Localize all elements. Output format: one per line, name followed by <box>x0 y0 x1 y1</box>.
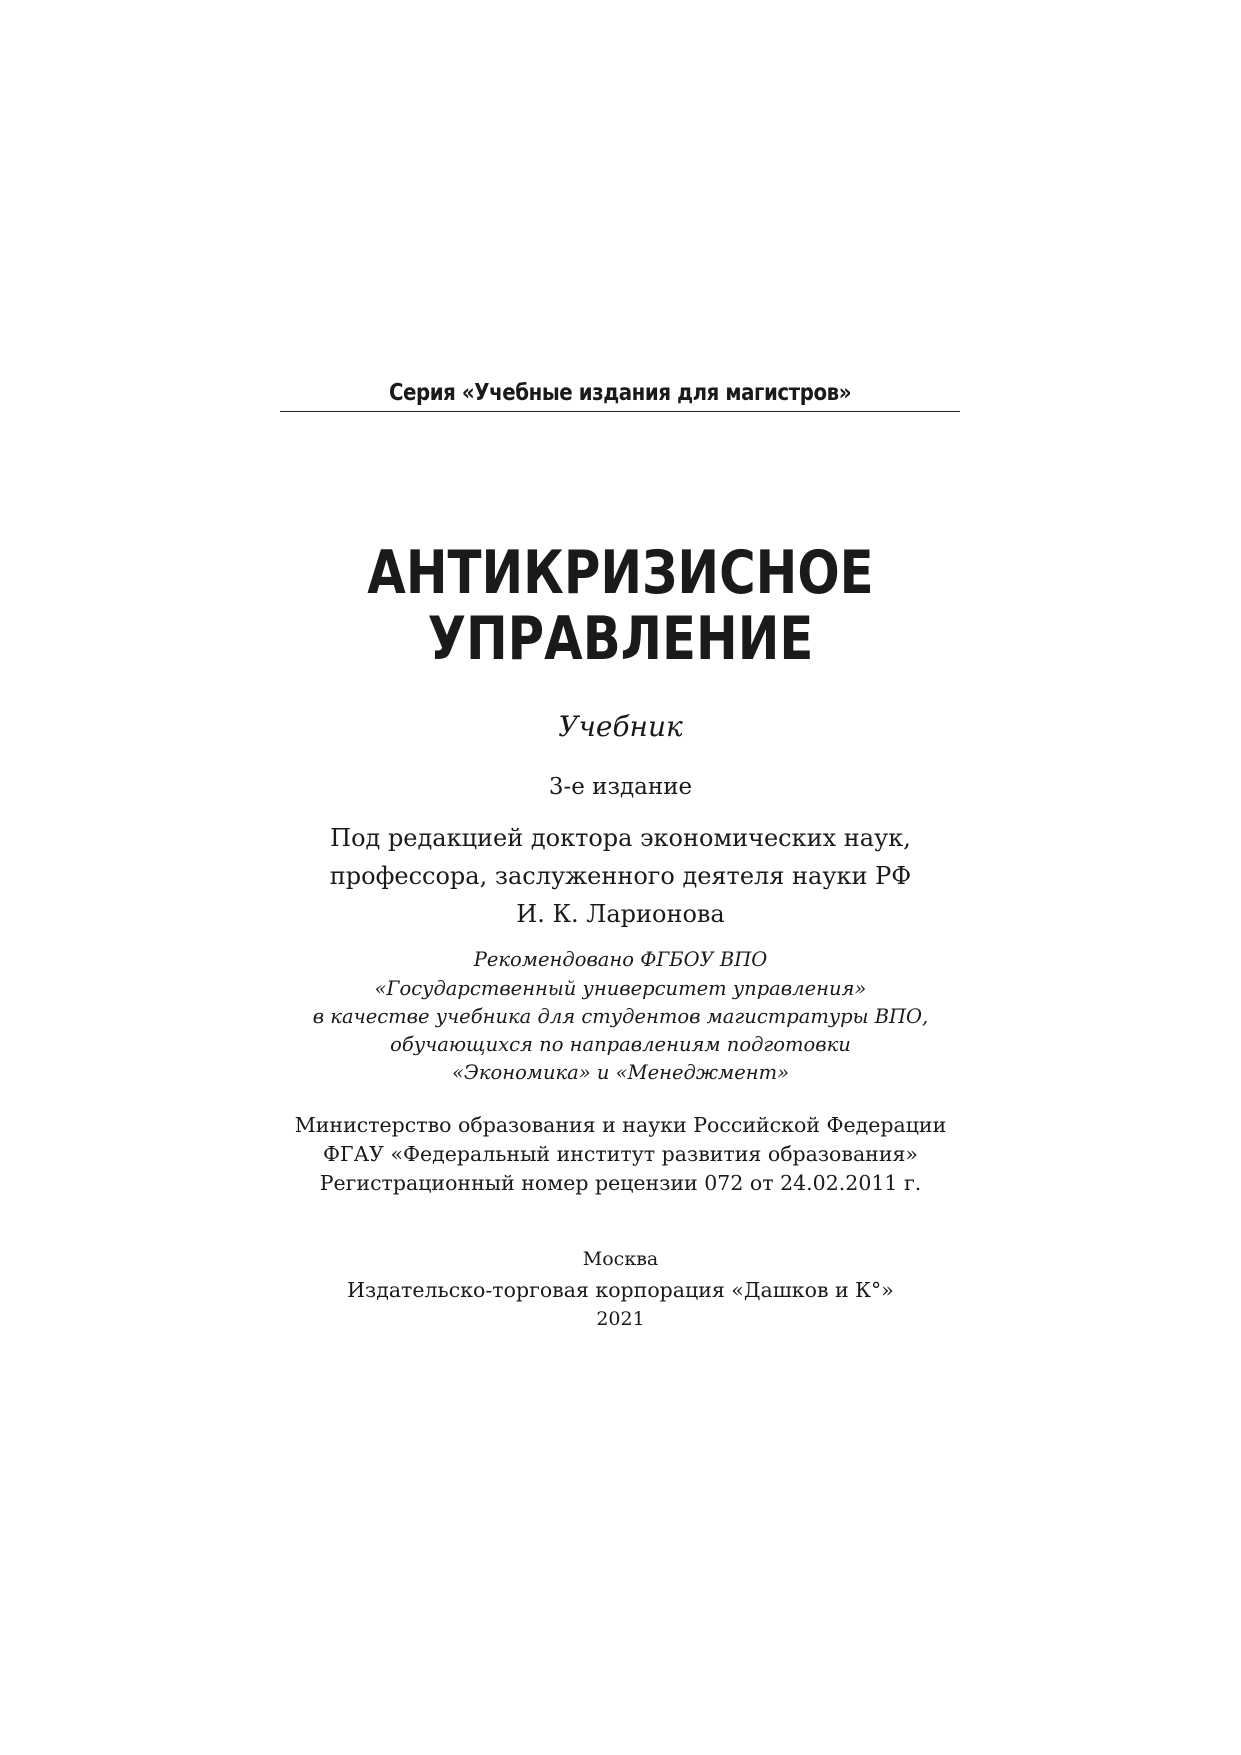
edition-label: 3-е издание <box>548 774 693 800</box>
ministry-line: Министерство образования и науки Российской Федерации <box>294 1113 947 1137</box>
recommendation-line: «Экономика» и «Менеджмент» <box>451 1061 790 1084</box>
editor-name: И. К. Ларионова <box>516 900 725 928</box>
book-title-line-2: УПРАВЛЕНИЕ <box>427 604 814 674</box>
review-registration-line: Регистрационный номер рецензии 072 от 24.02.2011 г. <box>319 1171 922 1195</box>
recommendation-line: «Государственный университет управления» <box>374 977 867 1000</box>
recommendation-line: обучающихся по направлениям подготовки <box>390 1033 851 1056</box>
publication-year: 2021 <box>596 1308 645 1330</box>
series-divider <box>280 411 960 412</box>
ministry-line: ФГАУ «Федеральный институт развития образования» <box>323 1142 918 1166</box>
book-title-line-1: АНТИКРИЗИСНОЕ <box>367 538 874 608</box>
publisher-city: Москва <box>582 1248 659 1270</box>
publisher-name: Издательско-торговая корпорация «Дашков и К°» <box>347 1278 894 1302</box>
recommendation-line: Рекомендовано ФГБОУ ВПО <box>473 948 768 971</box>
editor-line: профессора, заслуженного деятеля науки РФ <box>329 862 912 890</box>
book-subtitle: Учебник <box>558 710 683 743</box>
editor-line: Под редакцией доктора экономических наук, <box>330 824 911 852</box>
recommendation-line: в качестве учебника для студентов магистратуры ВПО, <box>312 1005 929 1028</box>
series-heading: Серия «Учебные издания для магистров» <box>388 380 852 406</box>
